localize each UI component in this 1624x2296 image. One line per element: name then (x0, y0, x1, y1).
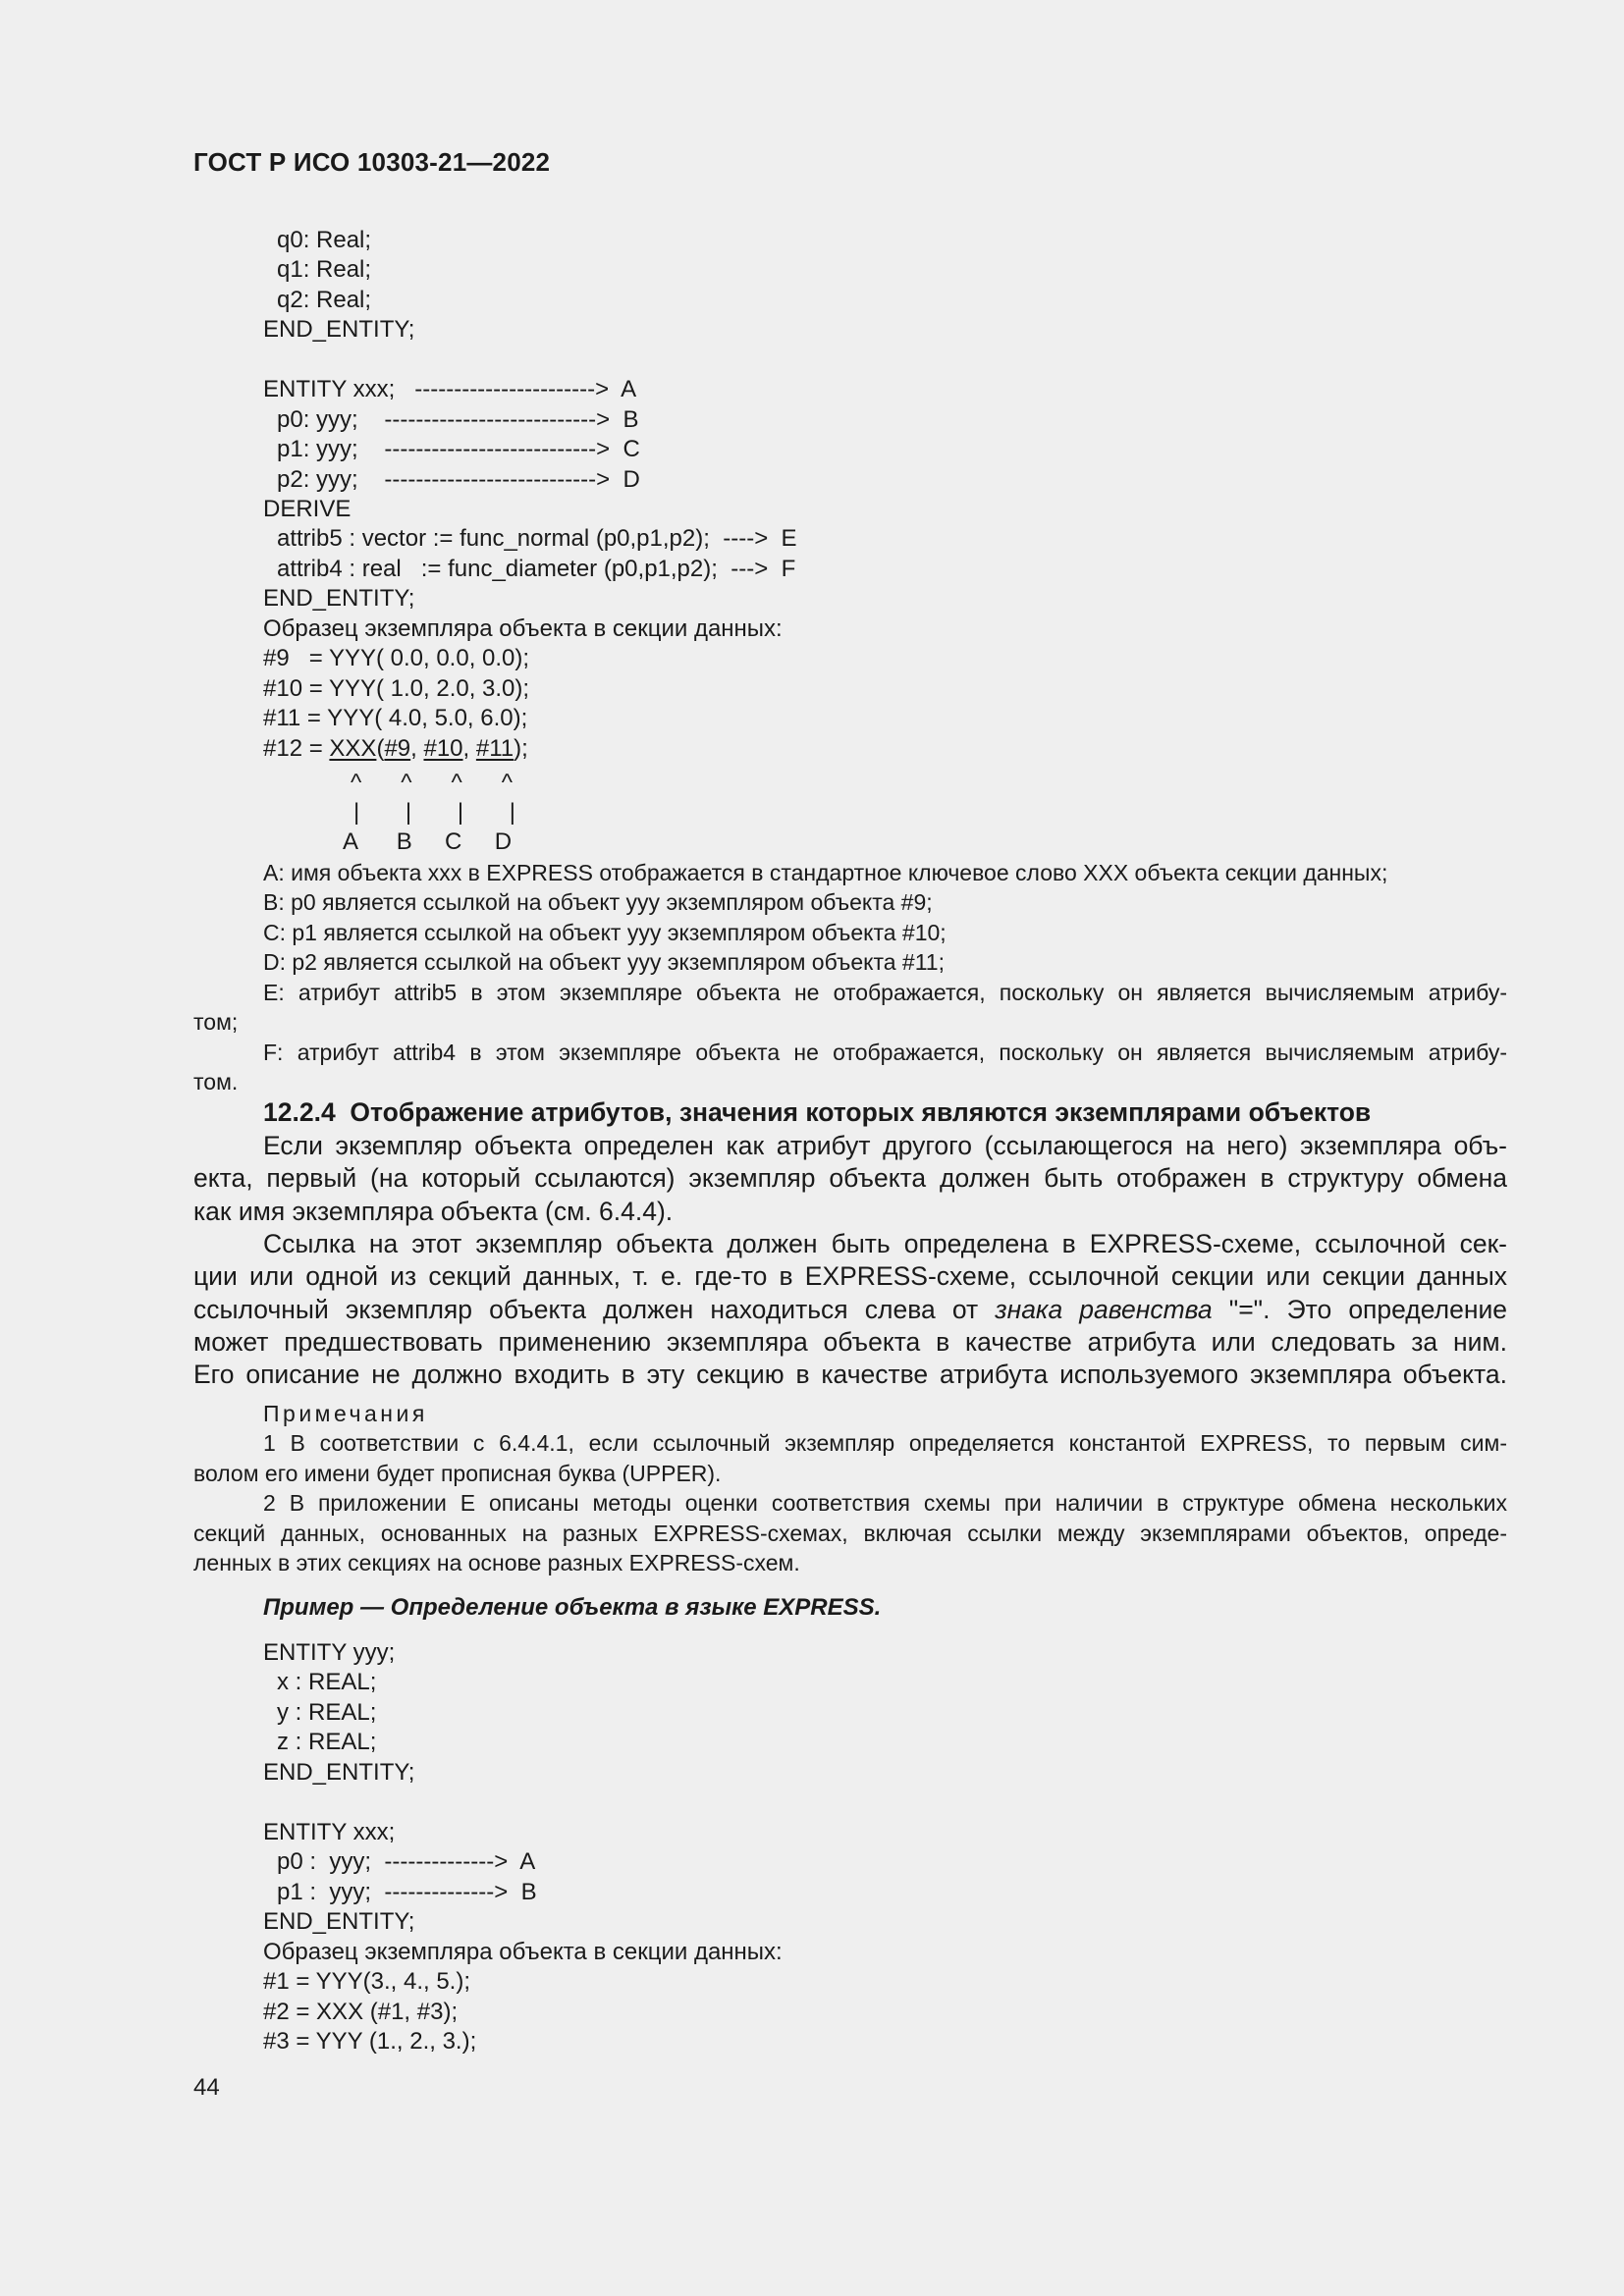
code-line: z : REAL; (277, 1729, 377, 1755)
legend-line: том. (193, 1069, 239, 1095)
entity-name-underlined: XXX (329, 735, 377, 762)
code-line: #3 = YYY (1., 2., 3.); (263, 2028, 477, 2055)
paragraph-line: Ссылка на этот экземпляр объекта должен быть определена в EXPRESS-схеме, ссылочной сек- (263, 1229, 1507, 1258)
code-line: q1: Real; (277, 256, 372, 283)
code-line: attrib5 : vector := func_normal (p0,p1,p2); ----> E (277, 525, 797, 552)
example-title: Пример — Определение объекта в языке EXPRESS. (263, 1594, 882, 1621)
pointer-carets: ^ ^ ^ ^ (351, 770, 514, 796)
paragraph-line: как имя экземпляра объекта (см. 6.4.4). (193, 1197, 674, 1226)
legend-line: C: p1 является ссылкой на объект yyy экземпляром объекта #10; (263, 920, 947, 945)
code-line: END_ENTITY; (263, 585, 415, 612)
code-line: END_ENTITY; (263, 1908, 415, 1935)
note-line: ленных в этих секциях на основе разных EXPRESS-схем. (193, 1550, 800, 1575)
legend-line: E: атрибут attrib5 в этом экземпляре объекта не отображается, поскольку он является вычисляемым атрибу- (263, 980, 1507, 1005)
note-line: 2 В приложении Е описаны методы оценки соответствия схемы при наличии в структуре обмена нескольких (263, 1490, 1507, 1516)
code-line: p1 : yyy; --------------> B (277, 1879, 537, 1905)
legend-line: A: имя объекта xxx в EXPRESS отображается в стандартное ключевое слово XXX объекта секции данных; (263, 860, 1388, 885)
code-line: #10 = YYY( 1.0, 2.0, 3.0); (263, 675, 530, 702)
paragraph-line: ции или одной из секций данных, т. е. где-то в EXPRESS-схеме, ссылочной секции или секции данных (193, 1261, 1507, 1291)
code-line: #2 = XXX (#1, #3); (263, 1999, 459, 2025)
ref-underlined: #9 (384, 735, 411, 762)
code-line: p0 : yyy; --------------> A (277, 1848, 536, 1875)
code-line: p1: yyy; ---------------------------> C (277, 436, 640, 462)
code-line: attrib4 : real := func_diameter (p0,p1,p2); ---> F (277, 556, 796, 582)
code-line-instance-12: #12 = XXX(#9, #10, #11); (263, 735, 528, 762)
pointer-letters: A B C D (343, 828, 513, 855)
code-line: p0: yyy; ---------------------------> B (277, 406, 639, 433)
code-line: DERIVE (263, 496, 352, 522)
paragraph-line: екта, первый (на который ссылаются) экземпляр объекта должен быть отображен в структуру обмена (193, 1163, 1507, 1193)
paragraph-line: может предшествовать применению экземпляра объекта в качестве атрибута или следовать за ним. (193, 1327, 1507, 1357)
code-line: #9 = YYY( 0.0, 0.0, 0.0); (263, 645, 530, 671)
document-header: ГОСТ Р ИСО 10303-21—2022 (193, 147, 551, 177)
code-line: x : REAL; (277, 1669, 377, 1695)
section-heading: 12.2.4 Отображение атрибутов, значения которых являются экземплярами объектов (263, 1097, 1372, 1127)
ref-underlined: #11 (475, 735, 514, 762)
paragraph-line: Его описание не должно входить в эту секцию в качестве атрибута используемого экземпляра объекта. (193, 1360, 1507, 1389)
note-line: секций данных, основанных на разных EXPRESS-схемах, включая ссылки между экземплярами объектов, опреде- (193, 1521, 1507, 1546)
code-line: q2: Real; (277, 287, 372, 313)
ref-underlined: #10 (423, 735, 463, 762)
note-line: волом его имени будет прописная буква (UPPER). (193, 1461, 722, 1486)
code-line: Образец экземпляра объекта в секции данных: (263, 1939, 783, 1965)
code-line: ENTITY xxx; -----------------------> A (263, 376, 637, 402)
code-line: ENTITY yyy; (263, 1639, 396, 1666)
paragraph-line: ссылочный экземпляр объекта должен находиться слева от знака равенства "=". Это определение (193, 1295, 1507, 1324)
code-line: Образец экземпляра объекта в секции данных: (263, 615, 783, 642)
code-line: END_ENTITY; (263, 1759, 415, 1786)
code-line: q0: Real; (277, 227, 372, 253)
legend-line: F: атрибут attrib4 в этом экземпляре объекта не отображается, поскольку он является вычисляемым атрибу- (263, 1040, 1507, 1065)
code-line: p2: yyy; ---------------------------> D (277, 466, 640, 493)
note-line: 1 В соответствии с 6.4.4.1, если ссылочный экземпляр определяется константой EXPRESS, то первым сим- (263, 1430, 1507, 1456)
code-line: y : REAL; (277, 1699, 377, 1726)
legend-line: B: p0 является ссылкой на объект yyy экземпляром объекта #9; (263, 889, 933, 915)
paragraph-line: Если экземпляр объекта определен как атрибут другого (ссылающегося на него) экземпляра объ- (263, 1131, 1507, 1160)
code-line: #11 = YYY( 4.0, 5.0, 6.0); (263, 705, 528, 731)
legend-line: D: p2 является ссылкой на объект yyy экземпляром объекта #11; (263, 949, 945, 975)
code-line: END_ENTITY; (263, 316, 415, 343)
page-number: 44 (193, 2074, 220, 2101)
code-line: ENTITY xxx; (263, 1819, 396, 1845)
pointer-bars: | | | | (353, 799, 515, 826)
code-line: #1 = YYY(3., 4., 5.); (263, 1968, 471, 1995)
legend-line: том; (193, 1009, 239, 1035)
emphasis-text: знака равенства (995, 1295, 1213, 1324)
notes-label: Примечания (263, 1401, 428, 1426)
